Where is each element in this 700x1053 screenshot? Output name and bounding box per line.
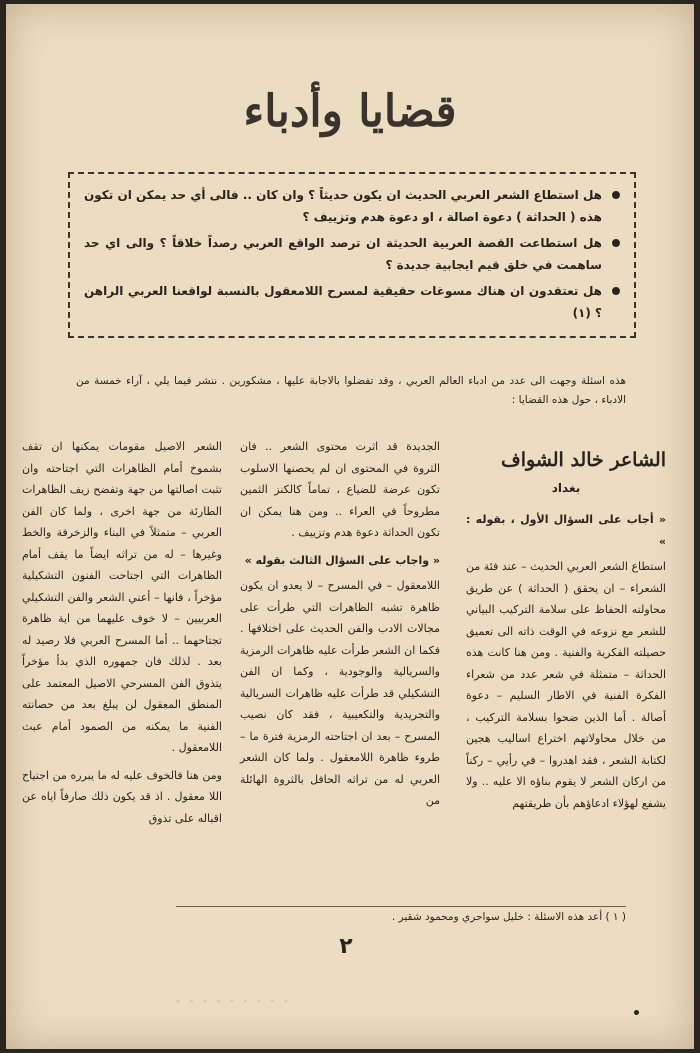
library-stamp: - - - - - - - - -: [176, 994, 291, 1007]
footnote: ( ١ ) أعد هذه الاسئلة : خليل سواحري ومحمود شقير .: [176, 906, 626, 923]
column-middle: [240, 436, 440, 818]
answer-text: استطاع الشعر العربي الحديث – عند فئة من الشعراء – ان يحقق ( الحداثة ) عن طريق محاولته الحفاظ على سلامة التركيب البياني للشعر مع نزوعه في الوقت ذاته الى تعميق حصيلته الفكرية والفنية . ومن هنا كانت هذه الحداثة – متمثلة في شعر عدد من شعراء الفكرة الفنية في الاطار السليم – دعوة أصالة . أما الذين ضحوا بسلامة التركيب ، من خلال محاولاتهم اختراع اساليب هجين لكتابة الشعر ، فقد اهدروا – في رأيي – ركناً من اركان الشعر لا يقوم بناؤه الا عليه .. ولا يشفع لهؤلاء ادعاؤهم بأن طريقتهم: [466, 560, 666, 810]
answer-text: ومن هنا فالخوف عليه له ما يبرره من اجتياح اللا معقول . اذ قد يكون ذلك صارفاً اياه عن اقباله على تذوق: [22, 768, 222, 825]
answer-subheading: « واجاب على السؤال الثالث بقوله »: [244, 553, 440, 567]
ink-dot: [634, 1010, 639, 1015]
page: [6, 4, 694, 1049]
page-number: ٢: [339, 934, 353, 959]
answer-text: اللامعقول – في المسرح – لا يعدو ان يكون ظاهرة تشبه الظاهرات التي طرأت على مجالات الادب والفن الحديث على اختلافها . فكما ان الشعر طرأت عليه ظاهرات الرمزية والسريالية والوجودية ، وكما ان الفن التشكيلي قد طرأت عليه ظاهرات السريالية والتجريدية والتكعيبية ، فقد كان نصيب المسرح – بعد ان اجتاحته الرمزية فترة ما – طروء ظاهرة اللامعقول . ولما كان الشعر العربي له من تراثه الحافل بالثروة الهائلة من: [240, 579, 440, 807]
question-text: هل استطاعت القصة العربية الحديثة ان ترصد الواقع العربي رصداً خلاقاً ؟ والى اي حد ساهمت في خلق قيم ايجابية جديدة ؟: [84, 236, 602, 272]
question-item: [84, 232, 620, 276]
answer-text: الشعر الاصيل مقومات يمكنها ان تقف بشموخ أمام الظاهرات التي اجتاحته وان تثبت اصالتها من جهة وتفضح زيف الظاهرات الطارئة من جهة اخرى ، ولما كان الفن العربي – متمثلاً في البناء والزخرفة والخط وغيرها – له من تراثه ايضاً ما يقف أمام الظاهرات التي اجتاحت الفنون التشكيلية مؤخراً ، فانها – أعني الشعر والفن التشكيلي العربيين – لا خوف عليهما من اية ظاهرة تجتاحهما .. أما المسرح العربي فلا رصيد له بعد . لذلك فان جمهوره الذي بدأ مؤخراً يتذوق الفن المسرحي الاصيل المعتمد على المنطق المعقول لن يبلغ بعد من حصانته الفنية ما يمكنه من الصمود أمام عبث اللامعقول .: [22, 440, 222, 754]
answer-subheading: « أجاب على السؤال الأول ، بقوله : »: [466, 513, 666, 548]
intro-paragraph: هذه اسئلة وجهت الى عدد من ادباء العالم العربي ، وقد تفضلوا بالاجابة عليها ، مشكورين . ننشر فيما يلي ، آراء خمسة من الادباء ، حول هذه القضايا :: [76, 375, 626, 406]
poet-name: الشاعر خالد الشواف: [501, 449, 666, 471]
questions-box: [68, 172, 636, 338]
bullet-icon: [612, 191, 620, 199]
city-label: بغداد: [551, 480, 581, 495]
question-text: هل تعتقدون ان هناك مسوغات حقيقية لمسرح اللامعقول بالنسبة لواقعنا العربي الراهن ؟ (١): [84, 284, 602, 320]
bullet-icon: [612, 239, 620, 247]
answer-text: الجديدة قد اثرت محتوى الشعر .. فان الثروة في المحتوى ان لم يحصنها الاسلوب تكون عرضة للضياع ، تماماً كالكنز الثمين مطروحاً في العراء .. ومن هنا يمكن ان تكون الحداثة دعوة هدم وتزييف .: [240, 440, 440, 539]
bullet-icon: [612, 287, 620, 295]
column-left: [22, 436, 222, 835]
column-right: [466, 436, 666, 820]
question-text: هل استطاع الشعر العربي الحديث ان يكون حديثاً ؟ وان كان .. فالى أي حد يمكن ان تكون هذه ( الحداثة ) دعوة اصالة ، او دعوة هدم وتزييف ؟: [84, 188, 602, 224]
question-item: [84, 184, 620, 228]
page-title: قضايا وأدباء: [243, 86, 457, 137]
question-item: [84, 280, 620, 324]
